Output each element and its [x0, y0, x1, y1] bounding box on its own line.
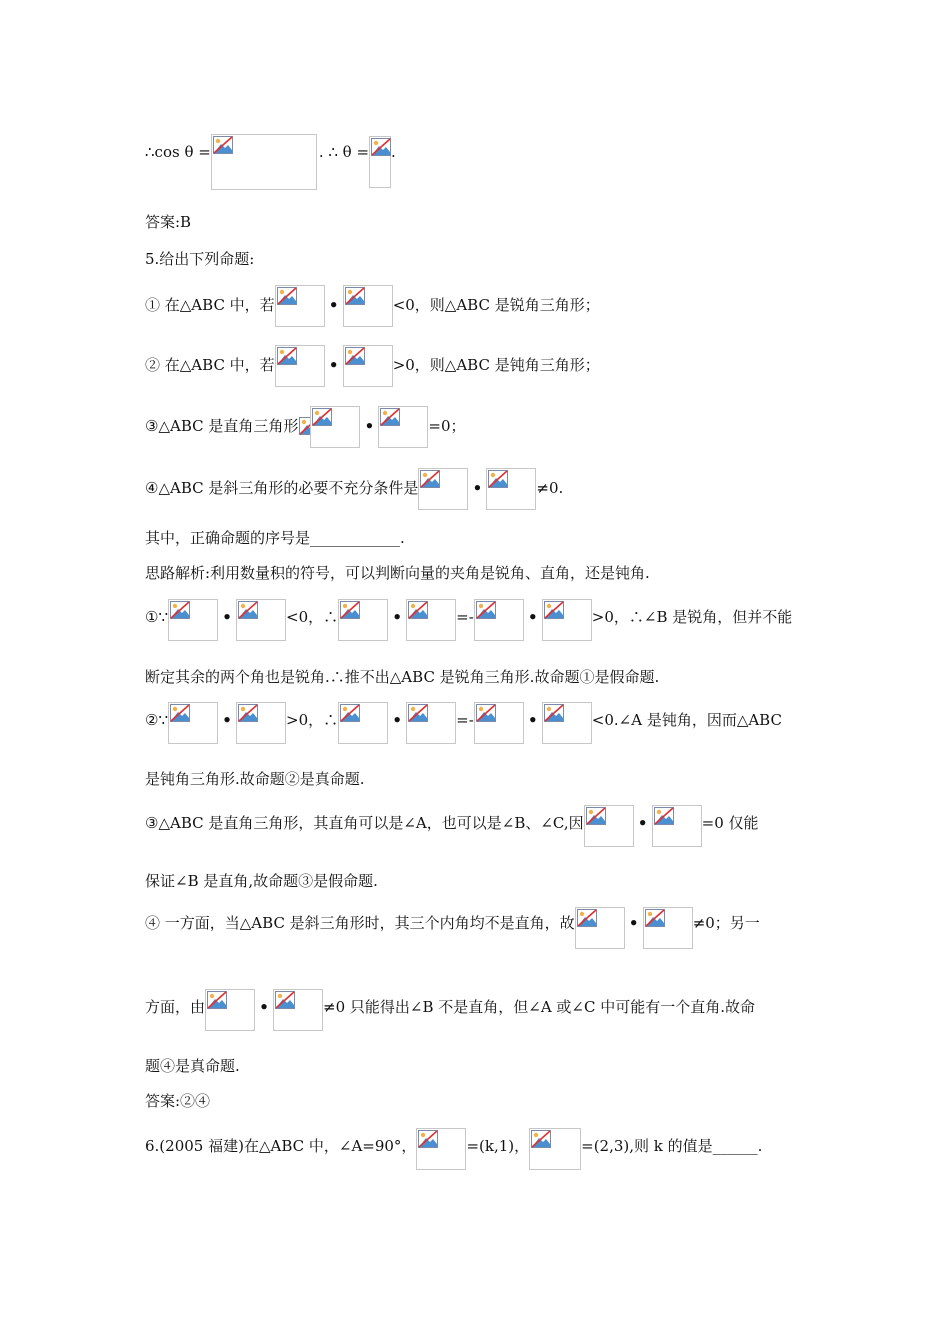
vector-image [474, 599, 524, 641]
vector-image [474, 702, 524, 744]
broken-image-icon [420, 470, 440, 488]
proposition-4: ④△ABC 是斜三角形的必要不充分条件是 • ≠0. [145, 478, 563, 510]
answer-line: 答案:B [145, 213, 192, 231]
broken-image-icon [277, 287, 297, 305]
vector-image [406, 599, 456, 641]
broken-image-icon [654, 807, 674, 825]
vector-image [575, 907, 625, 949]
broken-image-icon [213, 136, 233, 154]
answer-line-2: 答案:②④ [145, 1092, 211, 1110]
vector-image [542, 599, 592, 641]
vector-image [584, 805, 634, 847]
broken-image-icon [170, 704, 190, 722]
formula-image [211, 134, 317, 190]
proposition-1: ① 在△ABC 中，若 • <0，则△ABC 是锐角三角形； [145, 295, 600, 327]
vector-image [643, 907, 693, 949]
vector-image [529, 1128, 581, 1170]
broken-image-icon [275, 991, 295, 1009]
vector-image [378, 406, 428, 448]
broken-image-icon [476, 601, 496, 619]
analysis-4: ④ 一方面，当△ABC 是斜三角形时，其三个内角均不是直角，故 • ≠0；另一 [145, 913, 760, 949]
broken-image-icon [645, 909, 665, 927]
analysis-intro: 思路解析:利用数量积的符号，可以判断向量的夹角是锐角、直角，还是钝角. [145, 564, 650, 582]
broken-image-icon [488, 470, 508, 488]
broken-image-icon [340, 704, 360, 722]
broken-image-icon [418, 1130, 438, 1148]
broken-image-icon [207, 991, 227, 1009]
question-6: 6.(2005 福建)在△ABC 中，∠A=90°， =(k,1)， =(2,3),则 k 的值是______. [145, 1136, 762, 1170]
analysis-1: ①∵ • <0，∴ • =- • >0，∴∠B 是锐角，但并不能 [145, 607, 792, 641]
vector-image [338, 599, 388, 641]
broken-image-icon [340, 601, 360, 619]
analysis-1-cont: 断定其余的两个角也是锐角.∴推不出△ABC 是锐角三角形.故命题①是假命题. [145, 668, 660, 686]
vector-image [338, 702, 388, 744]
broken-image-icon [380, 408, 400, 426]
broken-image-icon [345, 347, 365, 365]
broken-image-icon [577, 909, 597, 927]
vector-image [542, 702, 592, 744]
broken-image-icon [544, 601, 564, 619]
broken-image-icon [531, 1130, 551, 1148]
broken-image-icon [238, 704, 258, 722]
vector-image [273, 989, 323, 1031]
vector-image [416, 1128, 466, 1170]
broken-image-icon [277, 347, 297, 365]
formula-line-cos: ∴cos θ = . ∴ θ = . [145, 142, 396, 190]
analysis-4-cont: 方面，由 • ≠0 只能得出∠B 不是直角，但∠A 或∠C 中可能有一个直角.故命 [145, 997, 755, 1031]
vector-image [406, 702, 456, 744]
broken-image-icon [238, 601, 258, 619]
vector-image [310, 406, 360, 448]
formula-image [369, 136, 391, 188]
proposition-2: ② 在△ABC 中，若 • >0，则△ABC 是钝角三角形； [145, 355, 600, 387]
proposition-3: ③△ABC 是直角三角形 • =0； [145, 416, 466, 448]
vector-image [205, 989, 255, 1031]
vector-image [486, 468, 536, 510]
broken-image-icon [170, 601, 190, 619]
vector-image [343, 285, 393, 327]
analysis-4-end: 题④是真命题. [145, 1057, 240, 1075]
vector-image [168, 599, 218, 641]
analysis-2-cont: 是钝角三角形.故命题②是真命题. [145, 770, 365, 788]
vector-image [236, 599, 286, 641]
analysis-2: ②∵ • >0，∴ • =- • <0.∠A 是钝角，因而△ABC [145, 710, 782, 744]
broken-image-icon [544, 704, 564, 722]
vector-image [168, 702, 218, 744]
vector-image [236, 702, 286, 744]
broken-image-icon [408, 704, 428, 722]
broken-image-icon [586, 807, 606, 825]
broken-image-icon [371, 138, 391, 156]
vector-image [652, 805, 702, 847]
vector-image [275, 345, 325, 387]
broken-image-icon [345, 287, 365, 305]
broken-image-icon [476, 704, 496, 722]
analysis-3-cont: 保证∠B 是直角,故命题③是假命题. [145, 872, 378, 890]
vector-image [275, 285, 325, 327]
question-5-title: 5.给出下列命题: [145, 250, 255, 268]
vector-image [343, 345, 393, 387]
question-prompt: 其中，正确命题的序号是____________. [145, 529, 405, 547]
vector-image [418, 468, 468, 510]
analysis-3: ③△ABC 是直角三角形，其直角可以是∠A，也可以是∠B、∠C,因 • =0 仅能 [145, 813, 759, 847]
broken-image-icon [312, 408, 332, 426]
broken-image-icon [408, 601, 428, 619]
